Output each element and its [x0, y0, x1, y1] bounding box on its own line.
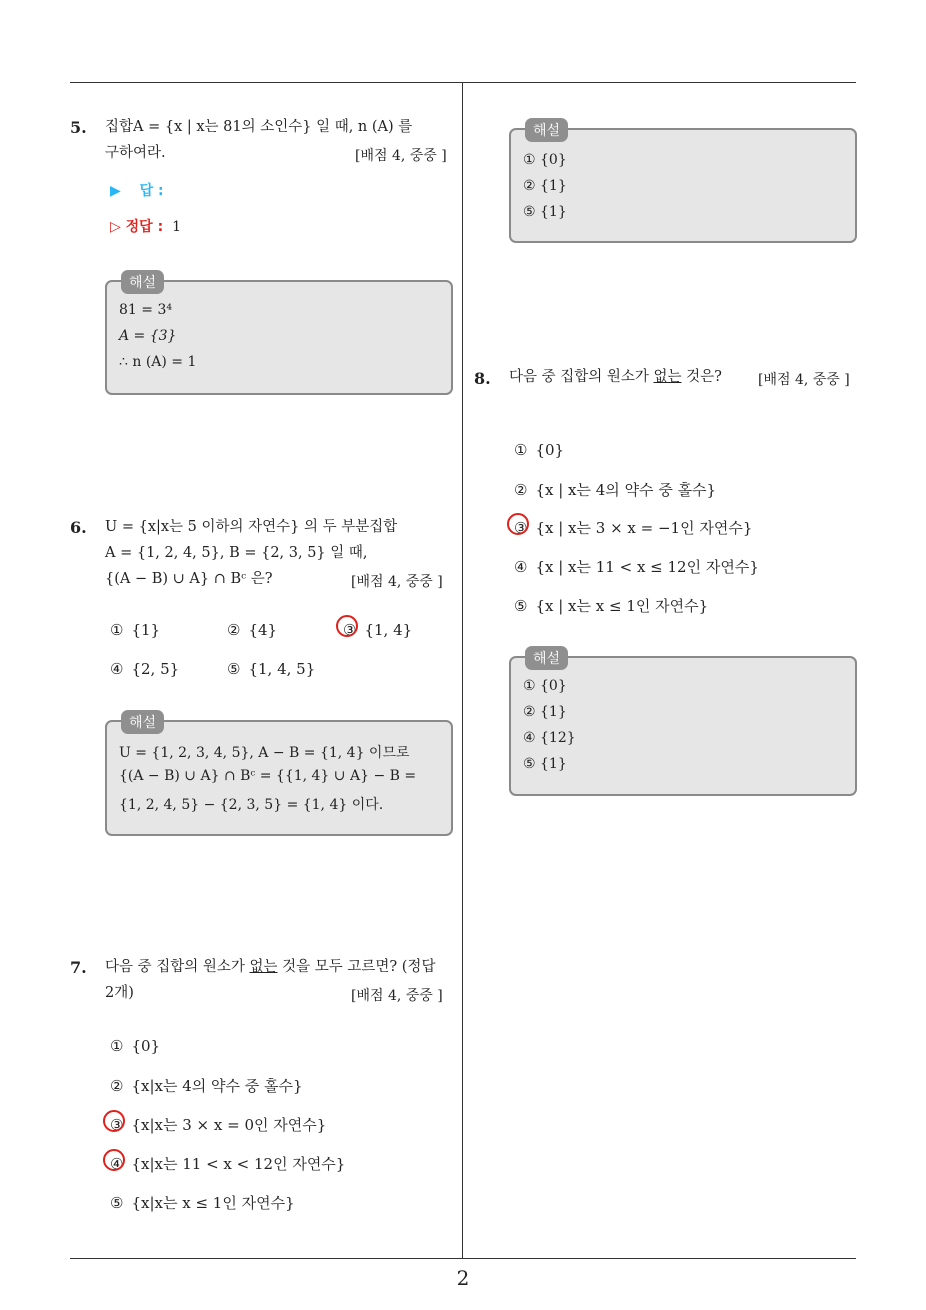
explanation-line: ① {0} — [523, 678, 567, 694]
explanation-line: A = {3} — [119, 328, 177, 344]
option-text: {x | x는 4의 약수 중 홀수} — [535, 481, 717, 499]
option-mark: ⑤ — [110, 1194, 124, 1212]
score-meta: [배점 4, 중중 ] — [758, 372, 850, 388]
underlined-word: 없는 — [653, 369, 682, 385]
option-3[interactable] — [514, 517, 752, 538]
explanation-box — [105, 715, 453, 836]
page-number: 2 — [456, 1266, 470, 1290]
explanation-line: {(A − B) ∪ A} ∩ Bᶜ = {{1, 4} ∪ A} − B = — [119, 768, 417, 784]
option-mark: ⑤ — [514, 597, 528, 615]
answer-label: 답 : — [139, 183, 164, 199]
selected-option-mark: ③ — [343, 621, 356, 639]
option-1[interactable] — [110, 1037, 160, 1055]
score-meta: [배점 4, 중중 ] — [351, 574, 443, 590]
explanation-box — [105, 275, 453, 395]
option-mark: ① — [110, 1037, 124, 1055]
question-text-line: 집합A = {x | x는 81의 소인수} 일 때, n (A) 를 — [105, 119, 413, 135]
correct-value: 1 — [172, 219, 181, 235]
option-text: {x|x는 4의 약수 중 홀수} — [131, 1077, 303, 1095]
answer-circle-mark — [103, 1110, 125, 1132]
top-rule — [70, 82, 856, 83]
question-number: 6. — [70, 518, 87, 537]
explanation-line: ∴ n (A) = 1 — [119, 354, 197, 370]
option-3[interactable] — [343, 621, 412, 639]
score-meta: [배점 4, 중중 ] — [351, 988, 443, 1004]
option-mark: ② — [514, 481, 528, 499]
play-outline-icon: ▷ — [110, 219, 121, 235]
selected-option-mark: ③ — [110, 1116, 123, 1134]
option-5[interactable] — [227, 660, 315, 678]
explanation-title: 해설 — [121, 710, 164, 734]
option-mark: ④ — [110, 660, 124, 678]
explanation-title: 해설 — [525, 118, 568, 142]
answer-circle-mark — [103, 1149, 125, 1171]
option-text: {1, 4} — [364, 621, 413, 639]
option-text: {x | x는 3 × x = −1인 자연수} — [535, 519, 753, 537]
question-text-line: 다음 중 집합의 원소가 없는 것을 모두 고르면? (정답 — [105, 959, 436, 975]
option-2[interactable] — [110, 1075, 303, 1096]
option-3[interactable] — [110, 1114, 326, 1135]
option-mark: ② — [110, 1077, 124, 1095]
answer-circle-mark — [336, 615, 358, 637]
option-mark: ④ — [514, 558, 528, 576]
question-text-line: A = {1, 2, 4, 5}, B = {2, 3, 5} 일 때, — [105, 545, 368, 561]
bottom-rule — [70, 1258, 856, 1259]
option-text: {x | x는 x ≤ 1인 자연수} — [535, 597, 709, 615]
question-text-line: {(A − B) ∪ A} ∩ Bᶜ 은? — [105, 571, 273, 587]
explanation-line: ② {1} — [523, 178, 567, 194]
option-mark: ② — [227, 621, 241, 639]
option-text: {4} — [248, 621, 278, 639]
explanation-title: 해설 — [121, 270, 164, 294]
explanation-line: ⑤ {1} — [523, 756, 567, 772]
option-text: {x|x는 3 × x = 0인 자연수} — [131, 1116, 327, 1134]
explanation-title: 해설 — [525, 646, 568, 670]
answer-circle-mark — [507, 513, 529, 535]
explanation-line: U = {1, 2, 3, 4, 5}, A − B = {1, 4} 이므로 — [119, 745, 410, 761]
option-text: {x|x는 11 < x < 12인 자연수} — [131, 1155, 346, 1173]
explanation-line: ① {0} — [523, 152, 567, 168]
question-number: 8. — [474, 369, 491, 388]
correct-label: 정답 : — [125, 219, 164, 235]
selected-option-mark: ④ — [110, 1155, 123, 1173]
option-text: {2, 5} — [131, 660, 180, 678]
option-text: {0} — [535, 441, 565, 459]
question-text-line: 구하여라. — [105, 145, 166, 161]
explanation-box — [509, 123, 857, 243]
underlined-word: 없는 — [249, 959, 278, 975]
option-5[interactable] — [514, 595, 708, 616]
question-number: 7. — [70, 958, 87, 977]
option-text: {x|x는 x ≤ 1인 자연수} — [131, 1194, 295, 1212]
question-number: 5. — [70, 118, 87, 137]
option-mark: ⑤ — [227, 660, 241, 678]
play-icon: ▶ — [110, 183, 121, 199]
correct-answer-line — [110, 216, 181, 236]
option-1[interactable] — [514, 441, 564, 459]
option-4[interactable] — [110, 1153, 345, 1174]
option-1[interactable] — [110, 621, 160, 639]
option-text: {0} — [131, 1037, 161, 1055]
explanation-line: 81 = 3⁴ — [119, 302, 172, 318]
option-5[interactable] — [110, 1192, 295, 1213]
explanation-line: ⑤ {1} — [523, 204, 567, 220]
question-text-line: U = {x|x는 5 이하의 자연수} 의 두 부분집합 — [105, 519, 398, 535]
explanation-line: ④ {12} — [523, 730, 576, 746]
question-text-line: 2개) — [105, 985, 134, 1001]
score-meta: [배점 4, 중중 ] — [355, 148, 447, 164]
option-text: {x | x는 11 < x ≤ 12인 자연수} — [535, 558, 759, 576]
answer-line — [110, 180, 164, 200]
explanation-line: ② {1} — [523, 704, 567, 720]
option-text: {1, 4, 5} — [248, 660, 316, 678]
option-2[interactable] — [227, 621, 277, 639]
option-4[interactable] — [110, 660, 179, 678]
explanation-line: {1, 2, 4, 5} − {2, 3, 5} = {1, 4} 이다. — [119, 797, 384, 813]
question-text-line: 다음 중 집합의 원소가 없는 것은? — [509, 369, 722, 385]
explanation-box — [509, 651, 857, 796]
option-text: {1} — [131, 621, 161, 639]
column-divider — [462, 83, 463, 1258]
option-4[interactable] — [514, 556, 759, 577]
option-2[interactable] — [514, 479, 716, 500]
option-mark: ① — [514, 441, 528, 459]
option-mark: ① — [110, 621, 124, 639]
selected-option-mark: ③ — [514, 519, 527, 537]
